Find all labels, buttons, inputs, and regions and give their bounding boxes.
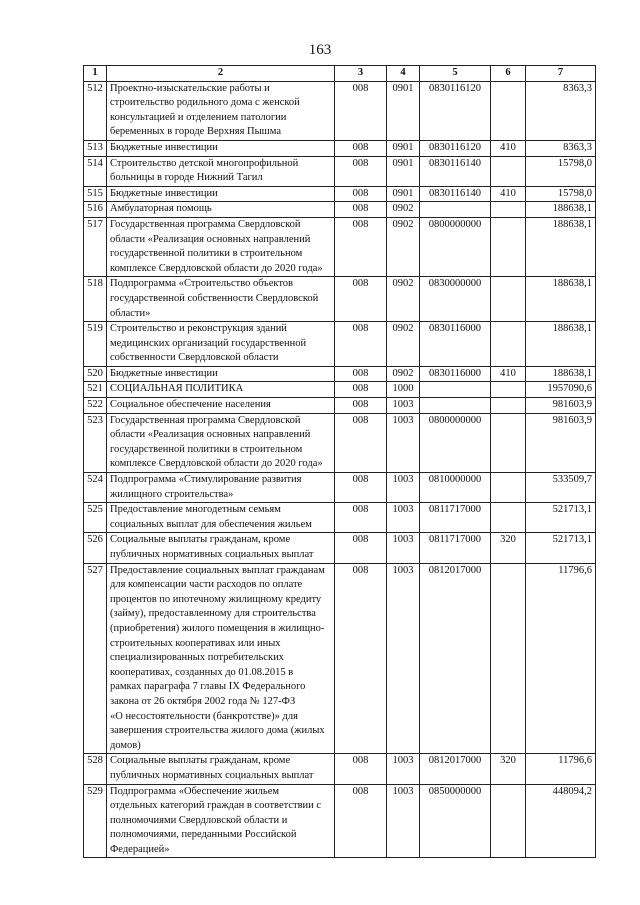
row-name-line: Бюджетные инвестиции <box>110 187 218 199</box>
row-number-cell: 512 <box>84 81 107 140</box>
row-number-cell: 518 <box>84 277 107 322</box>
amount-cell: 188638,1 <box>526 202 596 218</box>
amount-cell: 521713,1 <box>526 503 596 533</box>
section-code-cell: 0902 <box>387 322 420 367</box>
expense-type-cell <box>491 503 526 533</box>
target-code-cell: 0800000000 <box>420 413 491 472</box>
section-code-cell: 1003 <box>387 563 420 754</box>
row-name-line: строительных кооперативах или иных <box>110 637 281 649</box>
row-name-line: собственности Свердловской области <box>110 352 279 364</box>
section-code-cell: 1003 <box>387 398 420 414</box>
target-code-cell: 0830116000 <box>420 322 491 367</box>
amount-cell: 11796,6 <box>526 563 596 754</box>
expense-type-cell: 410 <box>491 186 526 202</box>
row-number-cell: 519 <box>84 322 107 367</box>
expense-type-cell: 320 <box>491 533 526 563</box>
row-name-line: Подпрограмма «Строительство объектов <box>110 278 293 290</box>
table-row <box>84 202 596 218</box>
row-number-cell: 528 <box>84 754 107 784</box>
row-name-cell <box>107 413 335 472</box>
row-name-cell <box>107 473 335 503</box>
target-code-cell: 0811717000 <box>420 503 491 533</box>
row-name-line: области «Реализация основных направлений <box>110 233 311 245</box>
row-name-line: полномочиями, переданными Российской <box>110 829 297 841</box>
row-name-line: закона от 26 октября 2002 года № 127-ФЗ <box>110 695 296 707</box>
row-name-line: (займу), предоставленному для строительства <box>110 608 316 620</box>
amount-cell: 188638,1 <box>526 322 596 367</box>
table-row <box>84 413 596 472</box>
row-name-cell <box>107 156 335 186</box>
row-name-line: Бюджетные инвестиции <box>110 367 218 379</box>
header-cell: 3 <box>335 66 387 82</box>
expense-type-cell: 320 <box>491 754 526 784</box>
ministry-code-cell: 008 <box>335 413 387 472</box>
row-name-line: беременных в городе Верхняя Пышма <box>110 126 281 138</box>
ministry-code-cell: 008 <box>335 202 387 218</box>
ministry-code-cell: 008 <box>335 277 387 322</box>
amount-cell: 521713,1 <box>526 533 596 563</box>
amount-cell: 981603,9 <box>526 398 596 414</box>
table-row <box>84 81 596 140</box>
row-number-cell: 526 <box>84 533 107 563</box>
expense-type-cell <box>491 156 526 186</box>
amount-cell: 15798,0 <box>526 156 596 186</box>
row-name-line: кооперативах, созданных до 01.08.2015 в <box>110 666 294 678</box>
target-code-cell: 0850000000 <box>420 784 491 858</box>
amount-cell: 188638,1 <box>526 366 596 382</box>
row-name-line: Строительство и реконструкция зданий <box>110 323 287 335</box>
table-row <box>84 217 596 276</box>
row-name-line: строительство родильного дома с женской <box>110 97 300 109</box>
expense-type-cell: 410 <box>491 366 526 382</box>
row-name-line: государственной политики в строительном <box>110 248 303 260</box>
table-row <box>84 322 596 367</box>
target-code-cell: 0830116140 <box>420 186 491 202</box>
row-number-cell: 513 <box>84 140 107 156</box>
ministry-code-cell: 008 <box>335 382 387 398</box>
expense-type-cell <box>491 563 526 754</box>
row-number-cell: 529 <box>84 784 107 858</box>
row-name-line: Предоставление многодетным семьям <box>110 504 281 516</box>
row-name-line: полномочиями Свердловской области и <box>110 814 288 826</box>
ministry-code-cell: 008 <box>335 533 387 563</box>
row-number-cell: 523 <box>84 413 107 472</box>
row-name-line: публичных нормативных социальных выплат <box>110 769 314 781</box>
table-row <box>84 754 596 784</box>
table-row <box>84 382 596 398</box>
row-name-cell <box>107 382 335 398</box>
ministry-code-cell: 008 <box>335 140 387 156</box>
target-code-cell: 0810000000 <box>420 473 491 503</box>
target-code-cell: 0830116120 <box>420 140 491 156</box>
target-code-cell: 0830116140 <box>420 156 491 186</box>
target-code-cell: 0830000000 <box>420 277 491 322</box>
row-name-line: Строительство детской многопрофильной <box>110 157 299 169</box>
target-code-cell <box>420 398 491 414</box>
table-row <box>84 398 596 414</box>
row-name-cell <box>107 754 335 784</box>
header-cell: 2 <box>107 66 335 82</box>
header-cell: 6 <box>491 66 526 82</box>
row-name-line: больницы в городе Нижний Тагил <box>110 172 263 184</box>
section-code-cell: 0901 <box>387 156 420 186</box>
row-name-cell <box>107 366 335 382</box>
expense-type-cell <box>491 382 526 398</box>
table-row <box>84 366 596 382</box>
row-number-cell: 515 <box>84 186 107 202</box>
row-name-line: комплексе Свердловской области до 2020 года» <box>110 262 323 274</box>
section-code-cell: 1000 <box>387 382 420 398</box>
row-name-cell <box>107 533 335 563</box>
row-name-line: консультацией и отделением патологии <box>110 111 287 123</box>
expense-type-cell <box>491 81 526 140</box>
row-number-cell: 527 <box>84 563 107 754</box>
table-header-row <box>84 66 596 82</box>
row-name-line: отдельных категорий граждан в соответствии с <box>110 800 322 812</box>
expense-type-cell: 410 <box>491 140 526 156</box>
row-name-line: жилищного строительства» <box>110 488 234 500</box>
amount-cell: 188638,1 <box>526 277 596 322</box>
ministry-code-cell: 008 <box>335 398 387 414</box>
amount-cell: 448094,2 <box>526 784 596 858</box>
row-name-cell <box>107 81 335 140</box>
amount-cell: 981603,9 <box>526 413 596 472</box>
header-cell: 1 <box>84 66 107 82</box>
row-name-line: социальных выплат для обеспечения жильем <box>110 518 312 530</box>
row-name-line: для компенсации части расходов по оплате <box>110 579 303 591</box>
row-name-line: «О несостоятельности (банкротстве)» для <box>110 710 298 722</box>
row-name-line: области» <box>110 307 151 319</box>
target-code-cell: 0812017000 <box>420 754 491 784</box>
expense-type-cell <box>491 322 526 367</box>
row-name-line: Бюджетные инвестиции <box>110 141 218 153</box>
row-number-cell: 516 <box>84 202 107 218</box>
row-name-cell <box>107 563 335 754</box>
row-name-cell <box>107 140 335 156</box>
table-row <box>84 533 596 563</box>
row-number-cell: 521 <box>84 382 107 398</box>
row-name-line: области «Реализация основных направлений <box>110 429 311 441</box>
row-name-line: (приобретения) жилого помещения в жилищно- <box>110 622 325 634</box>
row-name-line: процентов по ипотечному жилищному кредиту <box>110 593 322 605</box>
ministry-code-cell: 008 <box>335 186 387 202</box>
row-name-line: Государственная программа Свердловской <box>110 414 301 426</box>
row-name-line: завершения строительства жилого дома (жилых <box>110 725 325 737</box>
target-code-cell: 0811717000 <box>420 533 491 563</box>
page-number: 163 <box>308 42 332 58</box>
ministry-code-cell: 008 <box>335 754 387 784</box>
ministry-code-cell: 008 <box>335 473 387 503</box>
target-code-cell: 0800000000 <box>420 217 491 276</box>
row-name-line: государственной политики в строительном <box>110 443 303 455</box>
expense-type-cell <box>491 473 526 503</box>
section-code-cell: 0902 <box>387 202 420 218</box>
row-number-cell: 520 <box>84 366 107 382</box>
ministry-code-cell: 008 <box>335 366 387 382</box>
section-code-cell: 1003 <box>387 503 420 533</box>
section-code-cell: 1003 <box>387 413 420 472</box>
section-code-cell: 0901 <box>387 81 420 140</box>
row-name-cell <box>107 202 335 218</box>
table-row <box>84 277 596 322</box>
row-name-line: Государственная программа Свердловской <box>110 218 301 230</box>
row-name-cell <box>107 217 335 276</box>
expense-type-cell <box>491 784 526 858</box>
header-cell: 5 <box>420 66 491 82</box>
ministry-code-cell: 008 <box>335 563 387 754</box>
expense-type-cell <box>491 277 526 322</box>
row-name-line: Социальные выплаты гражданам, кроме <box>110 755 291 767</box>
row-name-cell <box>107 186 335 202</box>
amount-cell: 11796,6 <box>526 754 596 784</box>
target-code-cell: 0812017000 <box>420 563 491 754</box>
budget-table <box>83 65 596 858</box>
expense-type-cell <box>491 398 526 414</box>
row-name-line: специализированных потребительских <box>110 652 284 664</box>
target-code-cell: 0830116120 <box>420 81 491 140</box>
row-name-line: Подпрограмма «Обеспечение жильем <box>110 785 280 797</box>
row-name-cell <box>107 398 335 414</box>
amount-cell: 8363,3 <box>526 81 596 140</box>
amount-cell: 188638,1 <box>526 217 596 276</box>
table-row <box>84 503 596 533</box>
header-cell: 7 <box>526 66 596 82</box>
row-name-cell <box>107 322 335 367</box>
table-row <box>84 563 596 754</box>
amount-cell: 15798,0 <box>526 186 596 202</box>
expense-type-cell <box>491 217 526 276</box>
row-name-cell <box>107 503 335 533</box>
row-name-line: комплексе Свердловской области до 2020 года» <box>110 458 323 470</box>
row-name-line: Подпрограмма «Стимулирование развития <box>110 474 302 486</box>
row-name-line: СОЦИАЛЬНАЯ ПОЛИТИКА <box>110 383 244 395</box>
section-code-cell: 0901 <box>387 186 420 202</box>
ministry-code-cell: 008 <box>335 81 387 140</box>
ministry-code-cell: 008 <box>335 156 387 186</box>
row-name-line: медицинских организаций государственной <box>110 337 307 349</box>
row-number-cell: 522 <box>84 398 107 414</box>
table-row <box>84 186 596 202</box>
ministry-code-cell: 008 <box>335 784 387 858</box>
section-code-cell: 0902 <box>387 277 420 322</box>
section-code-cell: 1003 <box>387 473 420 503</box>
ministry-code-cell: 008 <box>335 503 387 533</box>
section-code-cell: 0901 <box>387 140 420 156</box>
table-row <box>84 784 596 858</box>
section-code-cell: 0902 <box>387 217 420 276</box>
row-name-line: Социальное обеспечение населения <box>110 399 271 411</box>
row-name-line: рамках параграфа 7 главы IX Федерального <box>110 681 306 693</box>
table-row <box>84 140 596 156</box>
row-number-cell: 525 <box>84 503 107 533</box>
row-name-line: Социальные выплаты гражданам, кроме <box>110 534 291 546</box>
target-code-cell <box>420 202 491 218</box>
amount-cell: 533509,7 <box>526 473 596 503</box>
amount-cell: 1957090,6 <box>526 382 596 398</box>
target-code-cell <box>420 382 491 398</box>
row-name-line: Проектно-изыскательские работы и <box>110 82 270 94</box>
header-cell: 4 <box>387 66 420 82</box>
section-code-cell: 1003 <box>387 533 420 563</box>
table-body <box>84 81 596 858</box>
amount-cell: 8363,3 <box>526 140 596 156</box>
row-number-cell: 514 <box>84 156 107 186</box>
row-name-line: Предоставление социальных выплат гражданам <box>110 564 325 576</box>
section-code-cell: 0902 <box>387 366 420 382</box>
row-name-cell <box>107 784 335 858</box>
row-number-cell: 517 <box>84 217 107 276</box>
section-code-cell: 1003 <box>387 754 420 784</box>
table-row <box>84 156 596 186</box>
expense-type-cell <box>491 413 526 472</box>
target-code-cell: 0830116000 <box>420 366 491 382</box>
row-name-line: домов) <box>110 739 141 751</box>
row-name-cell <box>107 277 335 322</box>
expense-type-cell <box>491 202 526 218</box>
table-row <box>84 473 596 503</box>
section-code-cell: 1003 <box>387 784 420 858</box>
row-number-cell: 524 <box>84 473 107 503</box>
row-name-line: государственной собственности Свердловской <box>110 292 319 304</box>
row-name-line: Амбулаторная помощь <box>110 203 212 215</box>
ministry-code-cell: 008 <box>335 322 387 367</box>
row-name-line: Федерацией» <box>110 843 170 855</box>
row-name-line: публичных нормативных социальных выплат <box>110 549 314 560</box>
ministry-code-cell: 008 <box>335 217 387 276</box>
